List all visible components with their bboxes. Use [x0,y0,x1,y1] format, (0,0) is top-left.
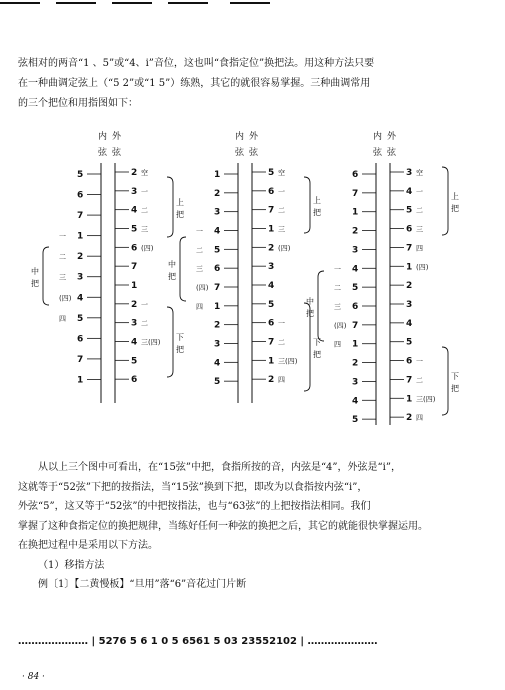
outer-finger: 四 [416,244,423,253]
outer-finger: (四) [141,244,154,253]
outer-note: 1 [406,394,413,405]
outer-note: 6 [406,224,413,235]
middle-position-bracket [180,237,186,301]
outer-note: 3 [268,262,275,273]
label-inner: 内 [98,132,108,142]
inner-note: 3 [77,272,84,283]
middle-position-label: 中 [306,297,314,306]
inner-finger: 四 [59,314,66,323]
upper-position-label: 把 [451,204,459,213]
outer-finger: 二 [416,206,423,215]
inner-note: 1 [214,170,221,180]
inner-note: 4 [352,396,359,407]
label-string: 弦 [112,148,122,158]
inner-note: 3 [352,245,359,256]
upper-position-label: 上 [313,196,321,205]
inner-note: 7 [352,188,359,199]
outer-note: 2 [268,243,275,254]
inner-note: 2 [214,320,221,331]
outer-finger: 一 [141,187,148,196]
inner-note: 1 [77,375,84,386]
outer-note: 2 [131,299,138,310]
label-outer: 外 [249,132,259,142]
outer-note: 2 [131,168,138,178]
outer-finger: 四 [416,414,423,423]
inner-note: 1 [214,301,221,312]
outer-finger: 三 [416,225,423,234]
outer-note: 3 [406,168,413,178]
outer-finger: 三(四) [278,357,298,366]
outer-finger: 三 [278,225,285,234]
outer-finger: 四 [278,376,285,385]
outer-finger: 二 [141,319,148,328]
inner-note: 4 [352,264,359,275]
middle-position-label: 中 [31,267,39,276]
upper-position-label: 上 [176,198,184,207]
outer-finger: 一 [278,319,285,328]
intro-line: 弦相对的两音“1 、5”或“4、i”音位，这也叫“食指定位”换把法。用这种方法只要 [18,58,375,69]
outer-note: 1 [131,281,138,291]
outer-note: 4 [131,205,138,216]
lower-position-label: 下 [313,338,321,347]
outer-note: 2 [406,413,413,424]
middle-position-label: 把 [31,279,39,288]
outer-note: 7 [268,205,275,216]
inner-note: 2 [77,252,84,263]
inner-note: 7 [77,354,84,365]
outer-finger: 一 [141,300,148,309]
lower-position-label: 把 [313,350,321,359]
body-line: 从以上三个图中可看出，在“15弦”中把，食指所按的音，内弦是“4”，外弦是“i”， [38,462,401,473]
inner-note: 6 [352,302,359,312]
inner-finger: 三 [334,303,341,311]
outer-finger: (四) [278,244,291,253]
outer-finger: 三(四) [141,338,161,347]
inner-finger: 三 [59,273,66,282]
lower-position-label: 下 [176,333,184,342]
lower-position-label: 把 [176,345,184,354]
outer-note: 7 [406,375,413,386]
outer-note: 7 [268,337,275,348]
outer-note: 7 [131,262,138,273]
inner-finger: (四) [334,321,347,330]
lower-position-bracket [442,347,448,415]
upper-position-bracket [442,167,448,235]
inner-note: 4 [77,293,84,304]
inner-finger: 一 [59,232,66,241]
middle-position-label: 中 [168,260,176,269]
upper-position-bracket [304,177,310,233]
outer-note: 2 [406,281,413,292]
outer-note: 6 [268,186,275,197]
body-line: 这就等于“52弦”下把的按指法，当“15弦”换到下把，即改为以食指按内弦“i”， [18,481,368,493]
lower-position-label: 把 [451,384,459,393]
inner-note: 2 [352,358,359,369]
outer-finger: 二 [141,206,148,215]
label-string: 弦 [373,148,383,158]
outer-note: 6 [131,375,138,386]
outer-note: 4 [131,337,138,348]
inner-note: 4 [214,358,221,369]
outer-note: 3 [406,300,413,310]
outer-note: 6 [268,318,275,329]
middle-position-bracket [318,271,324,341]
inner-note: 6 [77,190,84,201]
example-caption: 例〔1〕【二黄慢板】“旦用”落“6”音花过门片断 [38,579,247,590]
upper-position-label: 把 [176,210,184,219]
inner-finger: 二 [196,246,203,255]
header-rule [0,2,505,8]
label-inner: 内 [373,132,383,142]
inner-note: 6 [77,334,84,345]
inner-finger: 二 [334,284,341,293]
outer-finger: 二 [278,206,285,215]
inner-note: 6 [214,264,221,275]
inner-finger: 四 [334,340,341,349]
outer-note: 5 [406,337,413,348]
label-string: 弦 [387,148,397,158]
inner-finger: 三 [196,265,203,274]
middle-position-label: 把 [168,272,176,281]
inner-note: 1 [352,207,359,218]
body-line: 掌握了这种食指定位的换把规律，当练好任何一种弦的换把之后，其它的就能很快掌握运用。 [18,520,428,532]
inner-note: 5 [214,245,221,256]
upper-position-bracket [167,177,173,237]
outer-note: 5 [131,356,138,367]
section-heading: （1）移指方法 [38,559,105,571]
inner-note: 6 [352,170,359,180]
inner-finger: 一 [196,227,203,236]
outer-note: 4 [268,281,275,291]
intro-paragraph [18,54,488,114]
outer-note: 4 [406,186,413,197]
lower-position-bracket [167,307,173,377]
middle-position-label: 把 [306,309,314,318]
inner-note: 7 [352,320,359,331]
outer-note: 7 [406,243,413,254]
outer-finger: 二 [278,338,285,347]
outer-finger: 空 [278,169,285,177]
body-paragraph [18,458,488,595]
upper-position-label: 上 [451,192,459,201]
outer-note: 2 [268,375,275,386]
outer-finger: 一 [416,357,423,366]
fingering-diagrams [0,125,505,425]
outer-note: 6 [406,356,413,367]
inner-finger: 四 [196,302,203,311]
outer-note: 5 [268,168,275,178]
inner-note: 2 [352,226,359,237]
music-notation-line: ………………… | 5276 5 6 1 0 5 6561 5 03 23552102 | ………………… [18,636,378,647]
upper-position-label: 把 [313,208,321,217]
label-outer: 外 [387,132,397,142]
outer-finger: 空 [416,169,423,177]
outer-finger: 空 [141,169,148,177]
outer-finger: 三(四) [416,395,436,404]
outer-note: 6 [131,243,138,254]
inner-note: 4 [214,226,221,237]
inner-finger: (四) [59,294,72,303]
inner-finger: 一 [334,265,341,274]
page-number: · 84 · [22,672,45,682]
outer-finger: 一 [416,187,423,196]
body-line: 在换把过程中是采用以下方法。 [18,540,158,551]
label-string: 弦 [98,148,108,158]
outer-finger: 一 [278,187,285,196]
inner-note: 3 [352,377,359,388]
inner-note: 5 [77,170,84,180]
outer-note: 5 [406,205,413,216]
inner-note: 7 [214,283,221,293]
label-string: 弦 [235,148,245,158]
outer-note: 1 [406,262,413,273]
outer-note: 5 [268,299,275,310]
outer-note: 1 [268,224,275,235]
inner-note: 5 [352,415,359,425]
label-string: 弦 [249,148,259,158]
inner-note: 3 [214,207,221,218]
inner-note: 5 [214,377,221,388]
label-outer: 外 [112,132,122,142]
outer-finger: 二 [416,376,423,385]
outer-note: 4 [406,318,413,329]
lower-position-label: 下 [451,372,459,381]
body-line: 外弦“5”，这又等于“52弦”的中把按指法，也与“63弦”的上把按指法相同。我们 [18,501,371,512]
inner-note: 5 [77,313,84,324]
label-inner: 内 [235,132,245,142]
inner-finger: 二 [59,253,66,262]
inner-note: 2 [214,188,221,199]
inner-note: 3 [214,339,221,350]
inner-note: 1 [77,231,84,242]
inner-finger: (四) [196,284,209,292]
outer-note: 3 [131,318,138,329]
inner-note: 7 [77,211,84,222]
outer-note: 3 [131,186,138,197]
outer-note: 1 [268,356,275,367]
inner-note: 5 [352,283,359,294]
intro-line: 在一种曲调定弦上（“5 2”或“1 5”）练熟，其它的就很容易掌握。三种曲调常用 [18,78,371,89]
outer-finger: (四) [416,263,429,272]
outer-finger: 三 [141,225,148,234]
middle-position-bracket [43,247,49,305]
intro-line: 的三个把位和用指图如下： [18,98,138,109]
outer-note: 5 [131,224,138,235]
inner-note: 1 [352,339,359,350]
